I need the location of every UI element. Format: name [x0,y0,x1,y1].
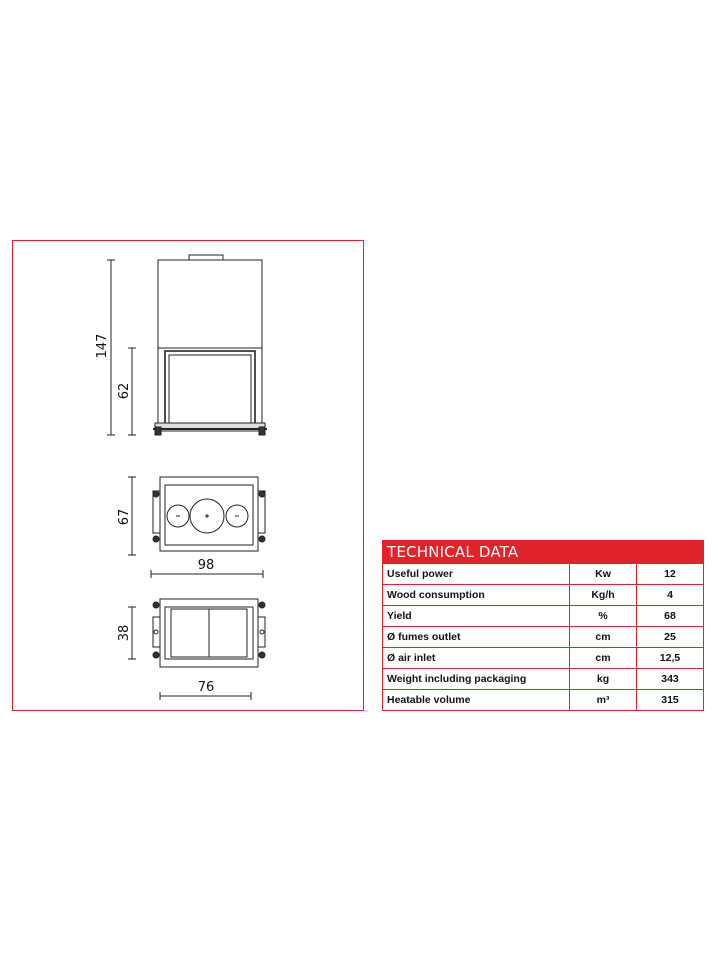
row-label: Useful power [383,564,570,585]
technical-data-table [382,540,704,711]
technical-drawing-frame [12,240,364,711]
table-row [383,648,704,669]
row-value: 12 [637,564,704,585]
front-view [107,255,267,435]
row-unit: cm [570,627,637,648]
top-view [128,477,265,578]
row-unit: Kg/h [570,585,637,606]
dim-top-depth: 67 [117,508,132,526]
table-row [383,627,704,648]
row-value: 343 [637,669,704,690]
technical-data-title: TECHNICAL DATA [383,541,704,564]
dim-door-height: 62 [117,382,132,400]
bottom-view [128,599,265,700]
row-label: Wood consumption [383,585,570,606]
row-label: Yield [383,606,570,627]
table-row [383,690,704,711]
table-row [383,669,704,690]
row-value: 12,5 [637,648,704,669]
row-unit: Kw [570,564,637,585]
row-value: 68 [637,606,704,627]
dim-top-width: 98 [197,558,215,573]
row-unit: m³ [570,690,637,711]
dim-bottom-depth: 38 [117,624,132,642]
row-value: 4 [637,585,704,606]
row-unit: % [570,606,637,627]
table-row [383,585,704,606]
row-unit: kg [570,669,637,690]
row-label: Heatable volume [383,690,570,711]
table-row [383,606,704,627]
row-value: 25 [637,627,704,648]
dim-total-height: 147 [95,333,110,359]
row-label: Weight including packaging [383,669,570,690]
row-label: Ø fumes outlet [383,627,570,648]
dim-bottom-width: 76 [197,680,215,695]
row-unit: cm [570,648,637,669]
technical-drawing [13,241,365,712]
row-value: 315 [637,690,704,711]
row-label: Ø air inlet [383,648,570,669]
table-row [383,564,704,585]
